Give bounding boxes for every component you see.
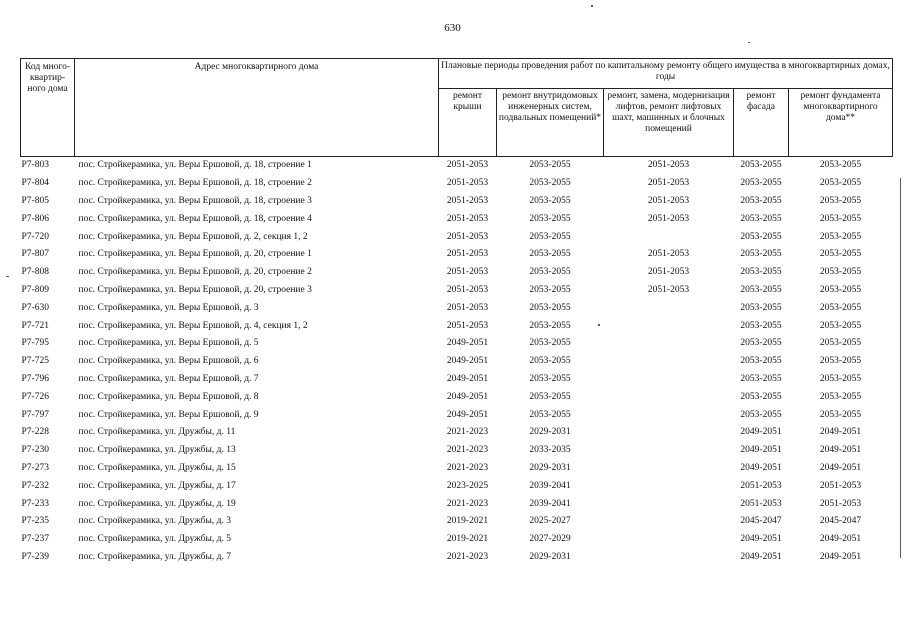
cell-facade: 2045-2047: [740, 516, 782, 527]
cell-facade: 2051-2053: [740, 480, 782, 491]
cell-address: пос. Стройкерамика, ул. Дружбы, д. 3: [78, 516, 231, 527]
table-row: [21, 317, 893, 335]
cell-roof: 2021-2023: [446, 462, 489, 473]
cell-engineering: 2053-2055: [529, 267, 571, 278]
cell-roof: 2051-2053: [446, 267, 489, 278]
cell-engineering: 2039-2041: [529, 498, 571, 509]
cell-roof: 2021-2023: [446, 427, 489, 438]
cell-foundation: 2053-2055: [819, 178, 862, 189]
cell-foundation: 2053-2055: [819, 391, 862, 402]
cell-foundation: 2049-2051: [819, 551, 862, 562]
table-row: [21, 335, 893, 353]
cell-address: пос. Стройкерамика, ул. Веры Ершовой, д. 20, строение 2: [78, 267, 312, 278]
cell-facade: 2053-2055: [740, 356, 782, 367]
cell-code: P7-797: [21, 409, 49, 420]
cell-lift: [604, 513, 734, 531]
cell-address: пос. Стройкерамика, ул. Веры Ершовой, д. 18, строение 2: [78, 178, 312, 189]
cell-roof: 2021-2023: [446, 551, 489, 562]
cell-foundation: 2053-2055: [819, 356, 862, 367]
cell-foundation: 2049-2051: [819, 427, 862, 438]
cell-address: пос. Стройкерамика, ул. Веры Ершовой, д. 20, строение 3: [78, 284, 312, 295]
cell-engineering: 2053-2055: [529, 178, 571, 189]
cell-foundation: 2053-2055: [819, 267, 862, 278]
cell-code: P7-805: [21, 195, 49, 206]
cell-roof: 2051-2053: [446, 195, 489, 206]
cell-engineering: 2053-2055: [529, 160, 571, 171]
cell-code: P7-725: [21, 356, 49, 367]
cell-code: P7-808: [21, 267, 49, 278]
cell-foundation: 2051-2053: [819, 498, 862, 509]
table-row: [21, 531, 893, 549]
cell-facade: 2053-2055: [740, 409, 782, 420]
header-address: Адрес многоквартирного дома: [75, 59, 439, 157]
cell-foundation: 2053-2055: [819, 284, 862, 295]
cell-foundation: 2053-2055: [819, 338, 862, 349]
cell-lift: [604, 335, 734, 353]
table-body: [21, 157, 893, 567]
cell-engineering: 2053-2055: [529, 356, 571, 367]
table-row: [21, 246, 893, 264]
cell-code: P7-796: [21, 373, 49, 384]
cell-address: пос. Стройкерамика, ул. Дружбы, д. 13: [78, 445, 236, 456]
cell-lift: 2051-2053: [647, 195, 690, 206]
cell-address: пос. Стройкерамика, ул. Веры Ершовой, д. 4, секция 1, 2: [78, 320, 308, 331]
cell-code: P7-232: [21, 480, 49, 491]
cell-code: P7-795: [21, 338, 49, 349]
cell-lift: [604, 477, 734, 495]
cell-roof: 2049-2051: [446, 409, 489, 420]
cell-code: P7-721: [21, 320, 49, 331]
cell-engineering: 2053-2055: [529, 409, 571, 420]
cell-facade: 2053-2055: [740, 391, 782, 402]
cell-foundation: 2053-2055: [819, 249, 862, 260]
table-row: [21, 157, 893, 175]
cell-address: пос. Стройкерамика, ул. Дружбы, д. 11: [78, 427, 236, 438]
cell-code: P7-807: [21, 249, 49, 260]
cell-address: пос. Стройкерамика, ул. Веры Ершовой, д. 18, строение 4: [78, 213, 312, 224]
cell-roof: 2051-2053: [446, 231, 489, 242]
table-row: [21, 228, 893, 246]
header-engineering: ремонт внутридомовых инженерных систем, подвальных помещений*: [497, 89, 604, 157]
cell-code: P7-720: [21, 231, 49, 242]
cell-address: пос. Стройкерамика, ул. Дружбы, д. 7: [78, 551, 231, 562]
cell-facade: 2053-2055: [740, 338, 782, 349]
cell-engineering: 2029-2031: [529, 462, 571, 473]
cell-code: P7-237: [21, 534, 49, 545]
table-row: [21, 282, 893, 300]
table-row: [21, 442, 893, 460]
cell-engineering: 2053-2055: [529, 391, 571, 402]
cell-roof: 2049-2051: [446, 391, 489, 402]
cell-lift: [604, 424, 734, 442]
cell-lift: [604, 531, 734, 549]
cell-facade: 2053-2055: [740, 320, 782, 331]
cell-lift: 2051-2053: [647, 249, 690, 260]
cell-facade: 2049-2051: [740, 534, 782, 545]
cell-facade: 2053-2055: [740, 160, 782, 171]
cell-foundation: 2053-2055: [819, 320, 862, 331]
cell-lift: [604, 495, 734, 513]
cell-roof: 2051-2053: [446, 213, 489, 224]
cell-lift: [604, 228, 734, 246]
cell-address: пос. Стройкерамика, ул. Веры Ершовой, д. 9: [78, 409, 259, 420]
cell-address: пос. Стройкерамика, ул. Веры Ершовой, д. 2, секция 1, 2: [78, 231, 308, 242]
cell-address: пос. Стройкерамика, ул. Дружбы, д. 5: [78, 534, 231, 545]
cell-address: пос. Стройкерамика, ул. Дружбы, д. 17: [78, 480, 236, 491]
cell-foundation: 2049-2051: [819, 462, 862, 473]
cell-lift: [604, 371, 734, 389]
table-row: [21, 388, 893, 406]
cell-code: P7-230: [21, 445, 49, 456]
cell-address: пос. Стройкерамика, ул. Веры Ершовой, д. 18, строение 3: [78, 195, 312, 206]
cell-engineering: 2033-2035: [529, 445, 571, 456]
cell-code: P7-630: [21, 302, 49, 313]
cell-foundation: 2049-2051: [819, 445, 862, 456]
cell-code: P7-803: [21, 160, 49, 171]
cell-roof: 2021-2023: [446, 498, 489, 509]
cell-lift: 2051-2053: [647, 267, 690, 278]
header-periods-group: Плановые периоды проведения работ по капитальному ремонту общего имущества в многоквартирных домах, годы: [439, 59, 893, 89]
cell-lift: 2051-2053: [647, 213, 690, 224]
cell-roof: 2051-2053: [446, 302, 489, 313]
cell-foundation: 2053-2055: [819, 302, 862, 313]
cell-foundation: 2053-2055: [819, 160, 862, 171]
cell-code: P7-235: [21, 516, 49, 527]
cell-roof: 2051-2053: [446, 249, 489, 260]
cell-roof: 2051-2053: [446, 160, 489, 171]
cell-facade: 2049-2051: [740, 427, 782, 438]
page-number: 630: [444, 22, 461, 34]
cell-facade: 2053-2055: [740, 213, 782, 224]
cell-lift: [604, 460, 734, 478]
table-row: [21, 210, 893, 228]
table-row: [21, 424, 893, 442]
cell-address: пос. Стройкерамика, ул. Веры Ершовой, д. 6: [78, 356, 259, 367]
cell-address: пос. Стройкерамика, ул. Веры Ершовой, д. 8: [78, 391, 259, 402]
cell-address: пос. Стройкерамика, ул. Веры Ершовой, д. 20, строение 1: [78, 249, 312, 260]
cell-engineering: 2053-2055: [529, 338, 571, 349]
cell-engineering: 2053-2055: [529, 195, 571, 206]
cell-code: P7-233: [21, 498, 49, 509]
cell-lift: [604, 299, 734, 317]
cell-facade: 2053-2055: [740, 267, 782, 278]
cell-address: пос. Стройкерамика, ул. Веры Ершовой, д. 18, строение 1: [78, 160, 312, 171]
header-code: Код много-квартир-ного дома: [21, 59, 75, 157]
cell-roof: 2019-2021: [446, 516, 489, 527]
cell-roof: 2049-2051: [446, 373, 489, 384]
cell-lift: [604, 317, 734, 335]
cell-code: P7-726: [21, 391, 49, 402]
cell-lift: 2051-2053: [647, 160, 690, 171]
cell-roof: 2051-2053: [446, 178, 489, 189]
cell-foundation: 2051-2053: [819, 480, 862, 491]
cell-roof: 2049-2051: [446, 356, 489, 367]
scan-speck: [598, 324, 600, 326]
cell-lift: [604, 388, 734, 406]
cell-engineering: 2025-2027: [529, 516, 571, 527]
table-row: [21, 299, 893, 317]
cell-engineering: 2029-2031: [529, 427, 571, 438]
cell-lift: [604, 353, 734, 371]
cell-facade: 2053-2055: [740, 231, 782, 242]
cell-code: P7-239: [21, 551, 49, 562]
cell-engineering: 2053-2055: [529, 284, 571, 295]
cell-foundation: 2053-2055: [819, 195, 862, 206]
table-row: [21, 371, 893, 389]
cell-roof: 2051-2053: [446, 320, 489, 331]
table-row: [21, 353, 893, 371]
table-row: [21, 406, 893, 424]
cell-lift: [604, 442, 734, 460]
cell-engineering: 2053-2055: [529, 373, 571, 384]
repair-schedule-table: [20, 58, 893, 566]
table-row: [21, 549, 893, 567]
table-row: [21, 513, 893, 531]
cell-address: пос. Стройкерамика, ул. Веры Ершовой, д. 7: [78, 373, 259, 384]
cell-foundation: 2049-2051: [819, 534, 862, 545]
cell-facade: 2051-2053: [740, 498, 782, 509]
cell-code: P7-804: [21, 178, 49, 189]
scan-edge-line: [900, 178, 901, 558]
cell-engineering: 2053-2055: [529, 320, 571, 331]
cell-roof: 2019-2021: [446, 534, 489, 545]
cell-engineering: 2039-2041: [529, 480, 571, 491]
cell-lift: [604, 406, 734, 424]
cell-engineering: 2053-2055: [529, 213, 571, 224]
header-lift: ремонт, замена, модернизация лифтов, ремонт лифтовых шахт, машинных и блочных помещений: [604, 89, 734, 157]
cell-facade: 2053-2055: [740, 373, 782, 384]
table-row: [21, 477, 893, 495]
cell-foundation: 2053-2055: [819, 373, 862, 384]
cell-code: P7-228: [21, 427, 49, 438]
cell-engineering: 2029-2031: [529, 551, 571, 562]
table-row: [21, 175, 893, 193]
header-foundation: ремонт фундамента многоквартирного дома**: [789, 89, 893, 157]
cell-facade: 2049-2051: [740, 551, 782, 562]
cell-facade: 2053-2055: [740, 178, 782, 189]
cell-address: пос. Стройкерамика, ул. Дружбы, д. 19: [78, 498, 236, 509]
scan-speck: [6, 276, 9, 277]
table-row: [21, 193, 893, 211]
cell-address: пос. Стройкерамика, ул. Веры Ершовой, д. 5: [78, 338, 259, 349]
table-row: [21, 495, 893, 513]
cell-lift: 2051-2053: [647, 284, 690, 295]
cell-engineering: 2027-2029: [529, 534, 571, 545]
cell-facade: 2053-2055: [740, 195, 782, 206]
cell-facade: 2049-2051: [740, 462, 782, 473]
scan-speck: [591, 5, 593, 7]
cell-lift: [604, 549, 734, 567]
cell-facade: 2053-2055: [740, 302, 782, 313]
header-facade: ремонт фасада: [734, 89, 789, 157]
header-roof: ремонт крыши: [439, 89, 497, 157]
cell-roof: 2021-2023: [446, 445, 489, 456]
table-row: [21, 460, 893, 478]
cell-roof: 2051-2053: [446, 284, 489, 295]
cell-lift: 2051-2053: [647, 178, 690, 189]
cell-address: пос. Стройкерамика, ул. Дружбы, д. 15: [78, 462, 236, 473]
scan-speck: [748, 42, 750, 43]
table-row: [21, 264, 893, 282]
cell-facade: 2053-2055: [740, 284, 782, 295]
cell-code: P7-806: [21, 213, 49, 224]
cell-facade: 2049-2051: [740, 445, 782, 456]
cell-foundation: 2053-2055: [819, 409, 862, 420]
cell-roof: 2049-2051: [446, 338, 489, 349]
cell-code: P7-273: [21, 462, 49, 473]
table-header: [21, 59, 893, 157]
cell-foundation: 2045-2047: [819, 516, 862, 527]
cell-roof: 2023-2025: [446, 480, 489, 491]
cell-engineering: 2053-2055: [529, 249, 571, 260]
cell-foundation: 2053-2055: [819, 231, 862, 242]
cell-engineering: 2053-2055: [529, 231, 571, 242]
cell-engineering: 2053-2055: [529, 302, 571, 313]
cell-address: пос. Стройкерамика, ул. Веры Ершовой, д. 3: [78, 302, 259, 313]
cell-foundation: 2053-2055: [819, 213, 862, 224]
cell-code: P7-809: [21, 284, 49, 295]
cell-facade: 2053-2055: [740, 249, 782, 260]
